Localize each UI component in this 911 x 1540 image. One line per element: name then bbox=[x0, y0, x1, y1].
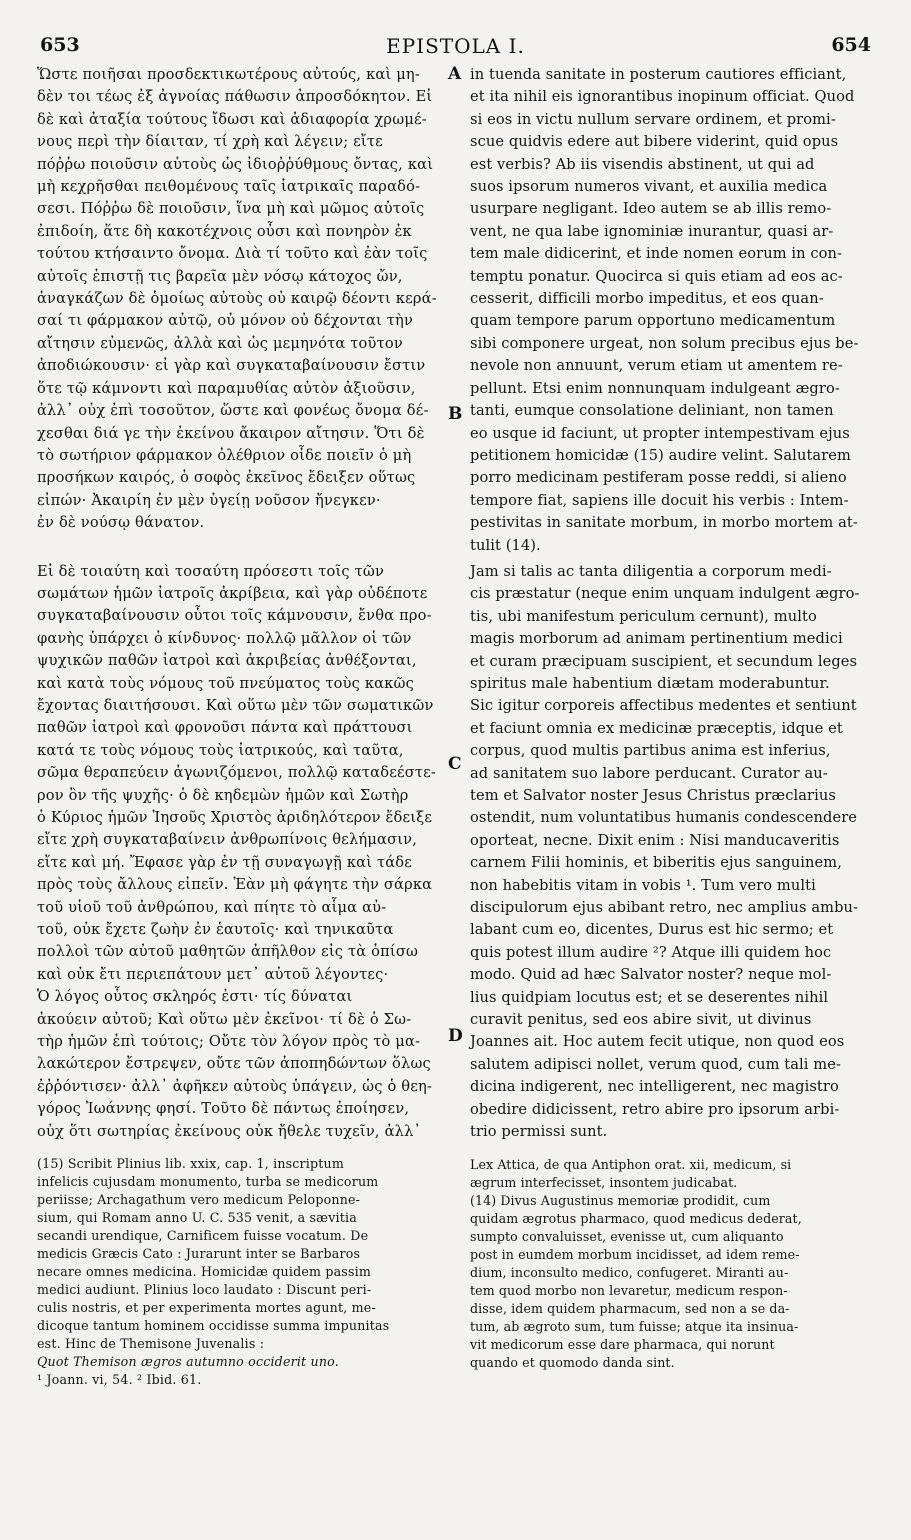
page-number-left: 653 bbox=[40, 34, 80, 56]
greek-paragraph-2: Εἰ δὲ τοιαύτη καὶ τοσαύτη πρόσεστι τοῖς τῶν σωμάτων ἡμῶν ἰατροῖς ἀκρίβεια, καὶ γὰρ οὐδέποτε συγκαταβαίνουσιν οὗτοι τοῖς κάμνουσιν, ἔνθα προ- φανὴς ὑπάρχει ὁ κίνδυνος· πολλῷ μᾶλλον οἱ τῶν ψυχικῶν παθῶν ἰατροὶ καὶ ἀκριβείας ἀνθέξονται, καὶ κατὰ τοὺς νόμους τοῦ πνεύματος τοὺς κακῶς ἔχοντας διαιτήσουσι. Καὶ οὕτω μὲν τῶν σωματικῶν παθῶν ἰατροὶ καὶ φρονοῦσι πάντα καὶ πράττουσι κατά τε τοὺς νόμους τοὺς ἰατρικούς, καὶ ταῦτα, σῶμα θεραπεύειν ἀγωνιζόμενοι, πολλῷ καταδεέστε- ρον ὂν τῆς ψυχῆς· ὁ δὲ κηδεμὼν ἡμῶν καὶ Σωτὴρ ὁ Κύριος ἡμῶν Ἰησοῦς Χριστὸς ἀριδηλότερον ἔδειξε εἴτε χρὴ συγκαταβαίνειν ἀνθρωπίνοις θελήμασιν, εἴτε καὶ μή. Ἔφασε γὰρ ἐν τῇ συναγωγῇ καὶ τάδε πρὸς τοὺς ἄλλους εἰπεῖν. Ἐὰν μὴ φάγητε τὴν σάρκα τοῦ υἱοῦ τοῦ ἀνθρώπου, καὶ πίητε τὸ αἷμα αὐ- τοῦ, οὐκ ἔχετε ζωὴν ἐν ἑαυτοῖς· καὶ τηνικαῦτα πολλοὶ τῶν αὐτοῦ μαθητῶν ἀπῆλθον εἰς τὰ ὀπίσω καὶ οὐκ ἔτι περιεπάτουν μετ᾽ αὐτοῦ λέγοντες· Ὁ λόγος οὗτος σκληρός ἐστι· τίς δύναται ἀκούειν αὐτοῦ; Καὶ οὕτω μὲν ἐκεῖνοι· τί δὲ ὁ Σω- τὴρ ἡμῶν ἐπὶ τούτοις; Οὔτε τὸν λόγον πρὸς τὸ μα- λακώτερον ἔστρεψεν, οὔτε τῶν ἀποπηδώντων ὅλως ἐῤῥόντισεν· ἀλλ᾽ ἀφῆκεν αὐτοὺς ὑπάγειν, ὡς ὁ θεη- γόρος Ἰωάννης φησί. Τοῦτο δὲ πάντως ἐποίησεν, οὐχ ὅτι σωτηρίας ἐκείνους οὐκ ἤθελε τυχεῖν, ἀλλ᾽ bbox=[37, 562, 437, 1140]
greek-column bbox=[37, 64, 444, 1389]
page-number-right: 654 bbox=[831, 34, 871, 56]
latin-paragraph-2: Jam si talis ac tanta diligentia a corporum medi- cis præstatur (neque enim unquam indulgent ægro- tis, ubi manifestum periculum cernunt), multo magis morborum ad animam pertinentium medici et curam præcipuam suscipient, et secundum leges spiritus male habentium diætam moderabuntur. Sic igitur corporeis affectibus medentes et sentiunt et faciunt omnia ex medicinæ præceptis, idque et corpus, quod multis partibus anima est inferius, ad sanitatem suo labore perducant. Curator au- tem et Salvator noster Jesus Christus præclarius ostendit, num voluntatibus humanis condescendere oporteat, necne. Dixit enim : Nisi manducaveritis carnem Filii hominis, et biberitis ejus sanguinem, non habebitis vitam in vobis ¹. Tum vero multi discipulorum ejus abibant retro, nec amplius ambu- labant cum eo, dicentes, Durus est hic sermo; et quis potest illum audire ²? Atque illi quidem hoc modo. Quid ad hæc Salvator noster? neque mol- lius quidpiam locutus est; et se deserentes nihil curavit penitus, sed eos abire sivit, ut divinus Joannes ait. Hoc autem fecit utique, non quod eos salutem adipisci nollet, verum quod, cum tali me- dicina indigerent, nec intelligerent, nec magistro obedire didicissent, retro abire pro ipsorum arbi- trio permissi sunt. bbox=[470, 562, 860, 1141]
margin-letter-b: B bbox=[448, 404, 463, 424]
footnote-15-verse: Quot Themison ægros autumno occiderit uno. bbox=[37, 1354, 339, 1370]
footnotes-left bbox=[37, 1155, 444, 1389]
scripture-references: ¹ Joann. vi, 54. ² Ibid. 61. bbox=[37, 1372, 202, 1388]
latin-paragraph-1: in tuenda sanitate in posterum cautiores efficiant, et ita nihil eis ignorantibus inopinum officiat. Quod si eos in victu nullum servare ordinem, et promi- scue quidvis edere aut bibere viderint, quid opus est verbis? Ab iis visendis abstinent, ut qui ad suos ipsorum numeros vivant, et auxilia medica usurpare negligant. Ideo autem se ab illis remo- vent, ne qua labe ignominiæ inurantur, quasi ar- tem male didicerint, et inde nomen eorum in con- temptu ponatur. Quocirca si quis etiam ad eos ac- cesserit, difficili morbo impeditus, et eos quan- quam tempore parum opportuno medicamentum sibi componere urgeat, non solum precibus ejus be- nevole non annuunt, verum etiam ut amentem re- pellunt. Etsi enim nonnunquam indulgeant ægro- tanti, eumque consolatione deliniant, non tamen eo usque id faciunt, ut propter intempestivam ejus petitionem homicidæ (15) audire velint. Salutarem porro medicinam pestiferam posse reddi, si alieno tempore fiat, sapiens ille docuit his verbis : Intem- pestivitas in sanitate morbum, in morbo mortem at- tulit (14). bbox=[470, 66, 859, 554]
latin-column bbox=[470, 64, 882, 1372]
margin-letter-a: A bbox=[448, 64, 462, 84]
running-head bbox=[36, 34, 875, 62]
footnotes-right bbox=[470, 1156, 882, 1372]
footnote-15: (15) Scribit Plinius lib. xxix, cap. 1, inscriptum infelicis cujusdam monumento, turba se medicorum periisse; Archagathum vero medicum Peloponne- sium, qui Romam anno U. C. 535 venit, a sævitia secandi urendique, Carnificem fuisse vocatum. De medicis Græcis Cato : Jurarunt inter se Barbaros necare omnes medicina. Homicidæ quidem passim medici audiunt. Plinius loco laudato : Discunt peri- culis nostris, et per experimenta mortes agunt, me- dicoque tantum hominem occidisse summa impunitas est. Hinc de Themisone Juvenalis : bbox=[37, 1156, 390, 1352]
footnote-lex-attica: Lex Attica, de qua Antiphon orat. xii, medicum, si ægrum interfecisset, insontem judicabat. bbox=[470, 1156, 792, 1190]
page-title: EPISTOLA I. bbox=[386, 34, 525, 58]
greek-paragraph-1: Ὥστε ποιῆσαι προσδεκτικωτέρους αὐτούς, καὶ μη- δὲν τοι τέως ἐξ ἀγνοίας πάθωσιν ἀπροσδόκητον. Εἰ δὲ καὶ ἀταξία τούτους ἴδωσι καὶ ἀδιαφορία χρωμέ- νους περὶ τὴν δίαιταν, τί χρὴ καὶ λέγειν; εἴτε πόῤῥω ποιοῦσιν αὐτοὺς ὡς ἰδιοῤῥύθμους ὄντας, καὶ μὴ κεχρῆσθαι πειθομένους ταῖς ἰατρικαῖς παραδό- σεσι. Πόῤῥω δὲ ποιοῦσιν, ἵνα μὴ καὶ μῶμος αὐτοῖς ἐπιδοίη, ἅτε δὴ κακοτέχνοις οὖσι καὶ πονηρὸν ἐκ τούτου κτήσαιντο ὄνομα. Διὰ τί τοῦτο καὶ ἐὰν τοῖς αὐτοῖς ἐπιστῇ τις βαρεῖα μὲν νόσῳ κάτοχος ὤν, ἀναγκάζων δὲ ὁμοίως αὐτοὺς οὐ καιρῷ δέοντι κερά- σαί τι φάρμακον αὐτῷ, οὐ μόνον οὐ δέχονται τὴν αἴτησιν εὐμενῶς, ἀλλὰ καὶ ὡς μεμηνότα τοῦτον ἀποδιώκουσιν· εἰ γὰρ καὶ συγκαταβαίνουσιν ἔστιν ὅτε τῷ κάμνοντι καὶ παραμυθίας αὐτὸν ἀξιοῦσιν, ἀλλ᾽ οὐχ ἐπὶ τοσοῦτον, ὥστε καὶ φονέως ὄνομα δέ- χεσθαι διά γε τὴν ἐκείνου ἄκαιρον αἴτησιν. Ὅτι δὲ τὸ σωτήριον φάρμακον ὀλέθριον οἶδε ποιεῖν ὁ μὴ προσήκων καιρός, ὁ σοφὸς ἐκεῖνος ἔδειξεν οὕτως εἰπών· Ἀκαιρίη ἐν μὲν ὑγείῃ νοῦσον ἤνεγκεν· ἐν δὲ νούσῳ θάνατον. bbox=[37, 66, 437, 532]
margin-letter-d: D bbox=[448, 1026, 463, 1046]
margin-letter-c: C bbox=[448, 754, 462, 774]
footnote-14: (14) Divus Augustinus memoriæ prodidit, cum quidam ægrotus pharmaco, quod medicus dederat, sumpto convaluisset, evenisse ut, cum aliquanto post in eumdem morbum incidisset, ad idem reme- dium, inconsulto medico, confugeret. Miranti au- tem quod morbo non levaretur, medicum respon- disse, idem quidem pharmacum, sed non a se da- tum, ab ægroto sum, tum fuisse; atque ita insinua- vit medicorum esse dare pharmaca, qui norunt quando et quomodo danda sint. bbox=[470, 1192, 802, 1370]
